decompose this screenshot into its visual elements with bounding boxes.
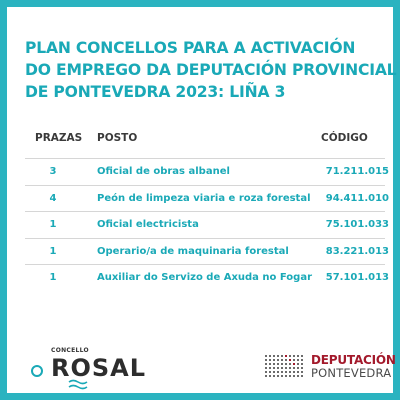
concello-rosal-logo [29, 347, 147, 397]
table-header [25, 132, 385, 154]
cell-posto: Peón de limpeza viaria e roza forestal [97, 192, 311, 204]
deputacion-label: DEPUTACIÓN [311, 353, 396, 367]
deputacion-dots-icon [265, 355, 307, 379]
table-row [25, 264, 389, 291]
header-posto: POSTO [97, 132, 138, 144]
rosal-name: ROSAL [51, 354, 147, 382]
cell-posto: Auxiliar do Servizo de Axuda no Fogar [97, 272, 313, 283]
waves-icon [68, 379, 88, 391]
header-codigo: CÓDIGO [321, 132, 368, 144]
cell-posto: Oficial de obras albanel [97, 166, 230, 177]
table-row [25, 211, 389, 238]
table-row [25, 185, 389, 212]
deputacion-pontevedra-logo [265, 353, 396, 383]
jobs-table [25, 132, 389, 291]
cell-prazas: 1 [49, 219, 57, 230]
header-prazas: PRAZAS [35, 132, 83, 144]
cell-codigo: 57.101.013 [325, 272, 389, 283]
cell-codigo: 75.101.033 [325, 219, 389, 230]
cell-codigo: 94.411.010 [325, 192, 389, 204]
title-line-1: PLAN CONCELLOS PARA A ACTIVACIÓN [25, 39, 356, 57]
pontevedra-label: PONTEVEDRA [311, 366, 392, 380]
cell-prazas: 4 [49, 192, 57, 204]
cell-posto: Operario/a de maquinaria forestal [97, 245, 289, 257]
concello-label: CONCELLO [51, 347, 89, 354]
title-line-2: DO EMPREGO DA DEPUTACIÓN PROVINCIAL [25, 61, 397, 79]
table-row [25, 238, 389, 265]
table-row [25, 158, 389, 185]
cell-prazas: 1 [49, 245, 57, 257]
cell-prazas: 3 [49, 166, 57, 177]
cell-prazas: 1 [49, 272, 57, 283]
cell-posto: Oficial electricista [97, 219, 199, 230]
title-line-3: DE PONTEVEDRA 2023: LIÑA 3 [25, 83, 286, 101]
o-letter-circle-icon [31, 365, 43, 377]
cell-codigo: 71.211.015 [325, 166, 389, 177]
page-title [25, 37, 395, 103]
cell-codigo: 83.221.013 [325, 245, 389, 257]
